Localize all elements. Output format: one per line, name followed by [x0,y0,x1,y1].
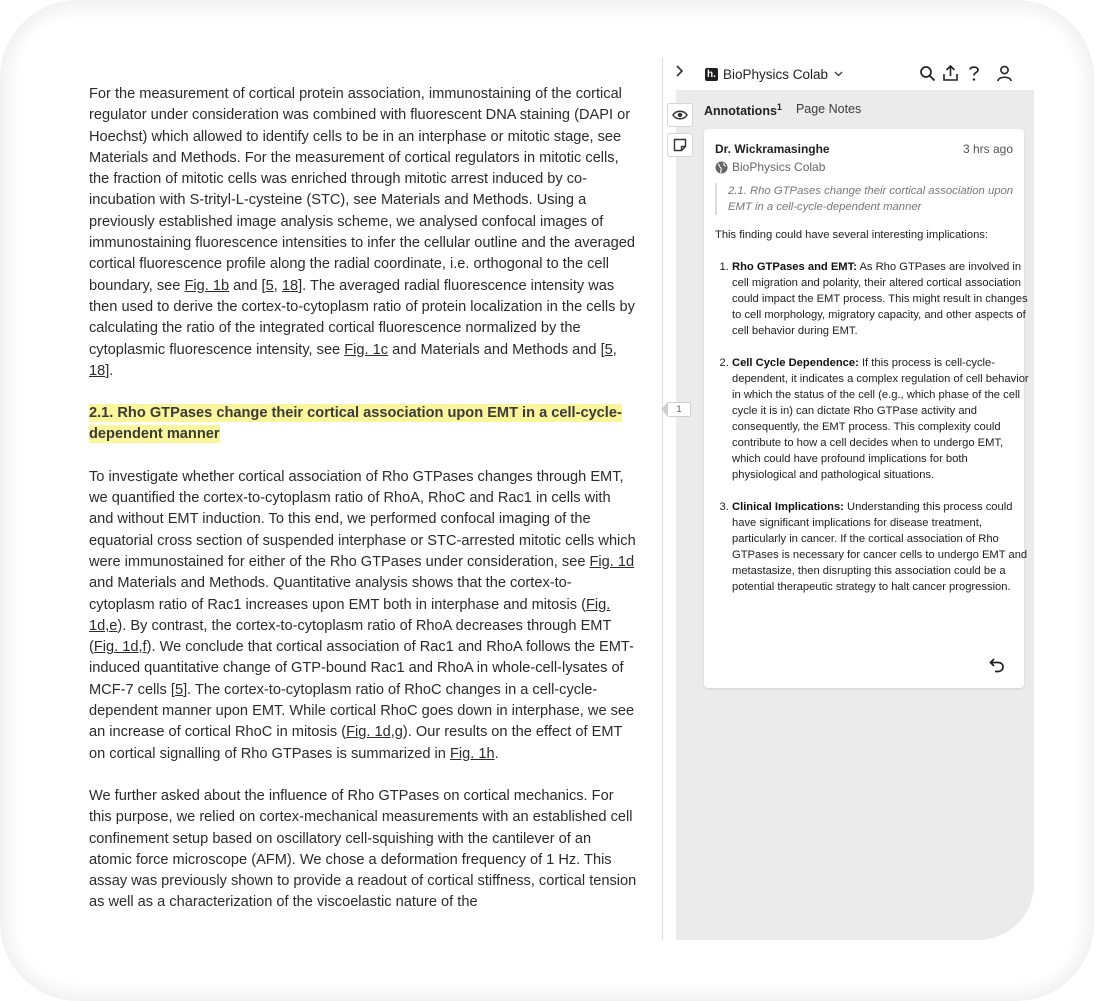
annotation-author[interactable]: Dr. Wickramasinghe [715,142,830,156]
paragraph-text: ]. The cortex-to-cytoplasm ratio of RhoC changes in a cell-cycle-dependent manner upon EMT. While cortical RhoC goes down in interphase, we see an increase of cortical RhoC in mitosis ( [89,681,635,741]
annotation-count: 1 [776,102,782,112]
paragraph-text: ). We conclude that cortical association of Rac1 and RhoA follows the EMT-induced quantitative change of GTP-bound Rac1 and RhoA in whole-cell-lysates of MCF-7 cells [ [89,639,634,698]
help-icon [967,64,981,82]
list-item [732,499,1032,595]
annotation-timestamp[interactable]: 3 hrs ago [962,142,1013,156]
sidebar-tabs [704,102,861,118]
share-button[interactable] [941,62,960,84]
tab-annotations[interactable] [704,102,782,118]
ref-18-link[interactable]: 18 [89,362,106,379]
chevron-down-icon [834,69,843,80]
user-icon [996,64,1013,82]
fig-1df-link[interactable]: Fig. 1d,f [93,639,147,656]
fig-1de-link[interactable]: Fig. 1d,e [89,596,611,634]
search-icon [919,65,936,82]
point-text: Understanding this process could have significant implications for disease treatment, particularly in cancer. If the cortical association of Rho GTPases is necessary for cancer cells to undergo EMT and metastasize, then disrupting this association could be a potential therapeutic strategy to halt cancer progression. [732,501,1028,593]
bucket-count: 1 [676,404,682,414]
paragraph-3: We further asked about the influence of Rho GTPases on cortical mechanics. For this purpose, we relied on cortex-mechanical measurements with an established cell confinement setup based on oscillatory cell-squishing with the cantilever of an atomic force microscope (AFM). We chose a deformation frequency of 1 Hz. This assay was previously shown to provide a readout of cortical stiffness, cortical tension as well as a characterization of the viscoelastic nature of the [89,787,637,911]
list-item [732,259,1032,339]
point-title: Clinical Implications: [732,501,844,513]
group-name: BioPhysics Colab [723,66,829,82]
paragraph-text: . [494,745,499,762]
paragraph-2 [89,467,637,765]
reply-button[interactable] [988,656,1006,674]
paragraph-text: and [ [229,277,266,294]
paragraph-1 [89,84,637,382]
fig-1h-link[interactable]: Fig. 1h [449,745,495,762]
paragraph-text: ). By contrast, the cortex-to-cytoplasm ratio of RhoA decreases through EMT ( [89,617,612,656]
paragraph-text: and Materials and Methods. Quantitative analysis shows that the cortex-to-cytoplasm ratio of Rac1 increases upon EMT both in interphase and mitosis ( [89,575,586,613]
new-page-note-button[interactable] [667,133,693,157]
list-item [732,355,1032,483]
tab-label: Annotations [704,104,777,119]
annotation-card[interactable] [704,129,1029,688]
annotation-group [715,160,825,174]
fig-1c-link[interactable]: Fig. 1c [344,341,389,358]
share-icon [942,64,959,82]
tab-page-notes[interactable]: Page Notes [795,102,862,116]
point-text: If this process is cell-cycle-dependent, it indicates a complex regulation of cell behavior in which the status of the cell (e.g., which phase of the cell cycle it is in) can dictate Rho GTPase activity and consequently, the EMT process. This complexity could contribute to how a cell decides when to undergo EMT, which could have profound implications for both physiological and pathological situations. [732,357,1029,481]
user-menu-button[interactable] [995,62,1014,84]
ref-5-link[interactable]: 5 [174,681,184,698]
paragraph-text: ). Our results on the effect of EMT on cortical signalling of Rho GTPases is summarized in [89,724,623,762]
ref-5-link[interactable]: 5 [265,277,274,294]
paragraph-text: To investigate whether cortical association of Rho GTPases changes through EMT, we quantified the cortex-to-cytoplasm ratio of RhoA, RhoC and Rac1 in cells with and without EMT induction. To this end, we performed confocal imaging of the equatorial cross section of suspended interphase or STC-arrested mitotic cells which were immunostained for either of the Rho GTPases under consideration, see [89,468,636,570]
paragraph-text: and Materials and Methods and [ [388,341,605,358]
ref-18-link[interactable]: 18 [281,277,299,294]
sidebar-control-strip [663,90,676,940]
fig-1b-link[interactable]: Fig. 1b [184,277,230,294]
note-icon [673,138,687,152]
annotation-points [715,259,1032,611]
point-text: As Rho GTPases are involved in cell migration and polarity, their altered cortical association could impact the EMT process. This might result in changes to cell morphology, migratory capacity, and other aspects of cell behavior during EMT. [732,261,1028,337]
paragraph-text: , [273,277,282,294]
reply-icon [989,657,1005,673]
fig-1d-link[interactable]: Fig. 1d [589,553,635,570]
eye-icon [672,109,688,121]
ref-5-link[interactable]: 5 [604,341,613,358]
point-title: Cell Cycle Dependence: [732,357,859,369]
help-button[interactable] [964,62,983,84]
annotation-group-name: BioPhysics Colab [732,160,826,174]
toggle-highlights-button[interactable] [667,103,693,127]
fig-1dg-link[interactable]: Fig. 1d,g [346,724,403,741]
hypothesis-logo: h. [705,68,718,81]
highlighted-text[interactable]: 2.1. Rho GTPases change their cortical association upon EMT in a cell-cycle-dependent manner [89,405,622,443]
annotation-quote[interactable]: 2.1. Rho GTPases change their cortical association upon EMT in a cell-cycle-dependent manner [715,183,1018,215]
annotation-intro: This finding could have several interesting implications: [715,229,988,241]
point-title: Rho GTPases and EMT: [732,261,857,273]
globe-icon [715,161,728,174]
paragraph-text: For the measurement of cortical protein association, immunostaining of the cortical regulator under consideration was combined with fluorescent DNA staining (DAPI or Hoechst) which allowed to identify cells to be in an interphase or mitotic stage, see Materials and Methods. For the measurement of cortical regulators in mitotic cells, the fraction of mitotic cells was enriched through mitotic arrest induced by co-incubation with S-trityl-L-cysteine (STC), see Materials and Methods. Using a previously established image analysis scheme, we analysed confocal images of immunostaining fluorescence intensities to infer the cellular outline and the averaged cortical fluorescence profile along the radial coordinate, i.e. orthogonal to the cell boundary, see [89,86,635,294]
section-heading-highlighted[interactable] [89,403,637,446]
collapse-sidebar-button[interactable] [672,64,688,82]
toolbar-icons [918,62,1014,84]
article-content [89,84,637,935]
sidebar-divider [662,58,663,940]
chevron-right-icon [675,64,685,78]
search-button[interactable] [918,62,937,84]
paragraph-text: ]. The averaged radial fluorescence intensity was then used to derive the cortex-to-cytoplasm ratio of protein localization in the cells by calculating the ratio of the integrated cortical fluorescence normalized by the cytoplasmic fluorescence intensity, see [89,277,635,358]
paragraph-text: ]. [105,362,114,379]
group-selector[interactable] [705,64,843,84]
paragraph-text: , [612,341,617,358]
annotation-bucket[interactable] [668,402,691,417]
